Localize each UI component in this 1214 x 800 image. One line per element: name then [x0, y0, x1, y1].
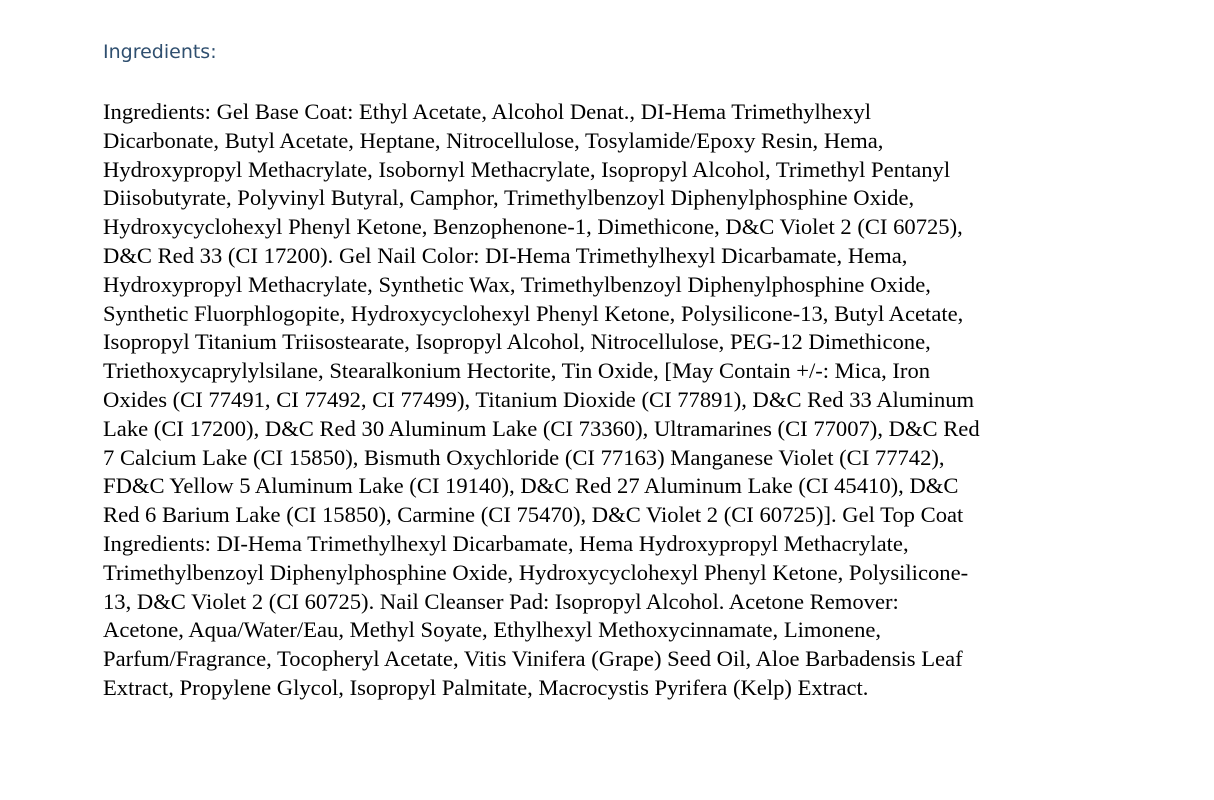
- text-line: Ingredients: Gel Base Coat: Ethyl Acetate, Alcohol Denat., DI-Hema Trimethylhexyl: [103, 99, 872, 124]
- text-line: Triethoxycaprylylsilane, Stearalkonium Hectorite, Tin Oxide, [May Contain +/-: Mica, Iron: [103, 358, 931, 384]
- text-line: Hydroxypropyl Methacrylate, Isobornyl Methacrylate, Isopropyl Alcohol, Trimethyl Pentanyl: [103, 156, 951, 182]
- text-line: D&C Red 33 (CI 17200). Gel Nail Color: DI-Hema Trimethylhexyl Dicarbamate, Hema,: [103, 242, 908, 268]
- text-line: Acetone, Aqua/Water/Eau, Methyl Soyate, Ethylhexyl Methoxycinnamate, Limonene,: [103, 617, 882, 643]
- text-line: Ingredients: DI-Hema Trimethylhexyl Dicarbamate, Hema Hydroxypropyl Methacrylate,: [103, 530, 909, 556]
- text-line: 13, D&C Violet 2 (CI 60725). Nail Cleanser Pad: Isopropyl Alcohol. Acetone Remover:: [103, 588, 899, 614]
- text-line: Diisobutyrate, Polyvinyl Butyral, Camphor, Trimethylbenzoyl Diphenylphosphine Oxide,: [103, 185, 915, 211]
- text-line: Isopropyl Titanium Triisostearate, Isopropyl Alcohol, Nitrocellulose, PEG-12 Dimethicone,: [103, 329, 931, 355]
- text-line: Trimethylbenzoyl Diphenylphosphine Oxide, Hydroxycyclohexyl Phenyl Ketone, Polysilicone-: [103, 559, 969, 585]
- text-line: Hydroxypropyl Methacrylate, Synthetic Wax, Trimethylbenzoyl Diphenylphosphine Oxide,: [103, 271, 931, 297]
- text-line: Synthetic Fluorphlogopite, Hydroxycyclohexyl Phenyl Ketone, Polysilicone-13, Butyl Acetate,: [103, 300, 964, 326]
- text-line: FD&C Yellow 5 Aluminum Lake (CI 19140), D&C Red 27 Aluminum Lake (CI 45410), D&C: [103, 473, 959, 499]
- section-heading: Ingredients:: [103, 41, 217, 63]
- text-line: Extract, Propylene Glycol, Isopropyl Palmitate, Macrocystis Pyrifera (Kelp) Extract.: [103, 674, 869, 700]
- text-line: Red 6 Barium Lake (CI 15850), Carmine (CI 75470), D&C Violet 2 (CI 60725)]. Gel Top Coat: [103, 502, 964, 528]
- text-line: Oxides (CI 77491, CI 77492, CI 77499), Titanium Dioxide (CI 77891), D&C Red 33 Aluminum: [103, 386, 975, 412]
- text-line: Dicarbonate, Butyl Acetate, Heptane, Nitrocellulose, Tosylamide/Epoxy Resin, Hema,: [103, 127, 884, 153]
- ingredients-paragraph: [103, 98, 1078, 703]
- text-line: Hydroxycyclohexyl Phenyl Ketone, Benzophenone-1, Dimethicone, D&C Violet 2 (CI 60725),: [103, 214, 963, 240]
- text-line: Parfum/Fragrance, Tocopheryl Acetate, Vitis Vinifera (Grape) Seed Oil, Aloe Barbadensis Leaf: [103, 646, 963, 672]
- text-line: 7 Calcium Lake (CI 15850), Bismuth Oxychloride (CI 77163) Manganese Violet (CI 77742),: [103, 444, 945, 470]
- text-line: Lake (CI 17200), D&C Red 30 Aluminum Lake (CI 73360), Ultramarines (CI 77007), D&C Red: [103, 415, 980, 441]
